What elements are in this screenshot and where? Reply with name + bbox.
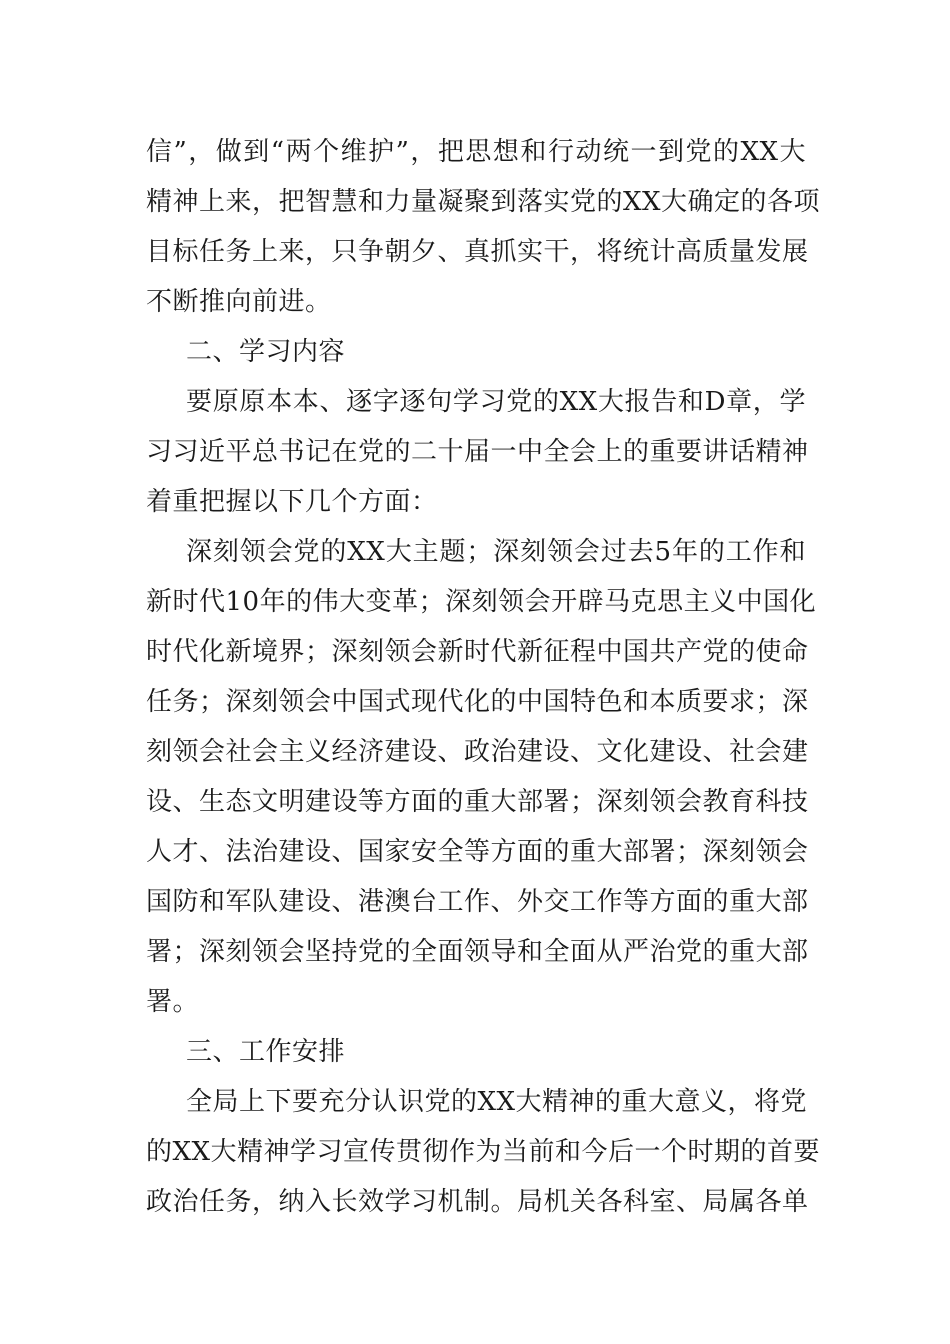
text-line: 刻领会社会主义经济建设、政治建设、文化建设、社会建 bbox=[146, 737, 809, 767]
section-heading: 二、学习内容 bbox=[186, 337, 346, 367]
text-line: 人才、法治建设、国家安全等方面的重大部署；深刻领会 bbox=[146, 837, 809, 867]
text-line: 时代化新境界；深刻领会新时代新征程中国共产党的使命 bbox=[146, 637, 809, 667]
text-line: 新时代10年的伟大变革；深刻领会开辟马克思主义中国化 bbox=[146, 587, 817, 617]
text-line: 署；深刻领会坚持党的全面领导和全面从严治党的重大部 bbox=[146, 937, 809, 967]
text-line: 信”，做到“两个维护”，把思想和行动统一到党的XX大 bbox=[146, 137, 806, 167]
text-line: 目标任务上来，只争朝夕、真抓实干，将统计高质量发展 bbox=[146, 237, 809, 267]
text-line: 要原原本本、逐字逐句学习党的XX大报告和D章，学 bbox=[186, 387, 806, 417]
text-line: 政治任务，纳入长效学习机制。局机关各科室、局属各单 bbox=[146, 1187, 809, 1217]
text-line: 全局上下要充分认识党的XX大精神的重大意义，将党 bbox=[186, 1087, 808, 1117]
text-line: 习习近平总书记在党的二十届一中全会上的重要讲话精神 bbox=[146, 437, 809, 467]
text-line: 设、生态文明建设等方面的重大部署；深刻领会教育科技 bbox=[146, 787, 809, 817]
text-line: 的XX大精神学习宣传贯彻作为当前和今后一个时期的首要 bbox=[146, 1137, 821, 1167]
text-line: 着重把握以下几个方面： bbox=[146, 487, 438, 517]
text-line: 国防和军队建设、港澳台工作、外交工作等方面的重大部 bbox=[146, 887, 809, 917]
text-line: 署。 bbox=[146, 987, 200, 1017]
section-heading: 三、工作安排 bbox=[186, 1037, 346, 1067]
text-line: 任务；深刻领会中国式现代化的中国特色和本质要求；深 bbox=[146, 687, 809, 717]
text-line: 精神上来，把智慧和力量凝聚到落实党的XX大确定的各项 bbox=[146, 187, 821, 217]
text-line: 不断推向前进。 bbox=[146, 287, 332, 317]
text-line: 深刻领会党的XX大主题；深刻领会过去5年的工作和 bbox=[186, 537, 806, 567]
